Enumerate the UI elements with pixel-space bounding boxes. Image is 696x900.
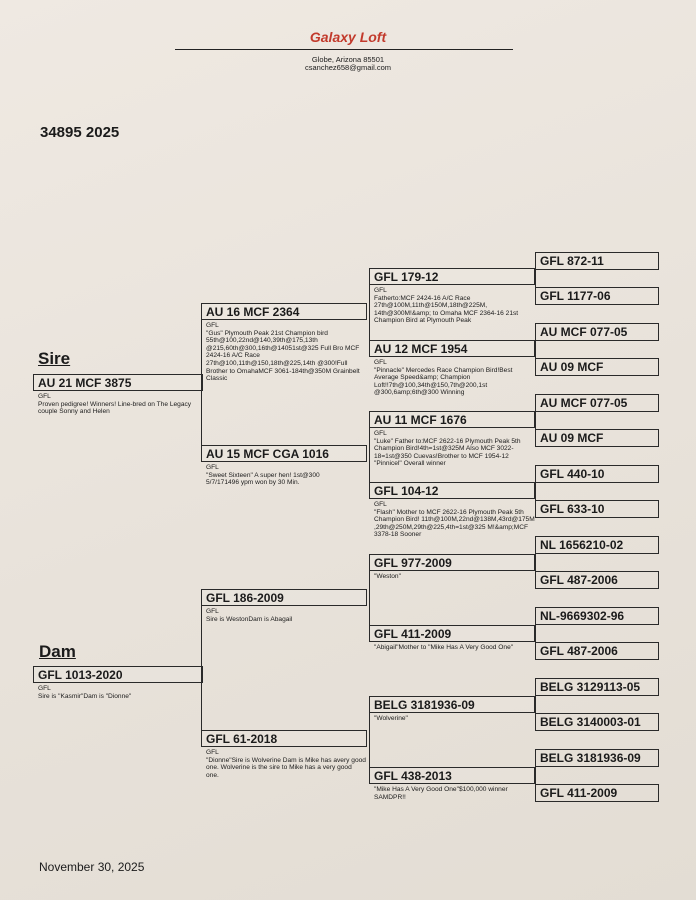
dam-dam-dam <box>369 767 535 807</box>
pigeon-notes <box>374 287 536 337</box>
connector-line <box>535 260 536 295</box>
notes-text: GFL "Flash" Mother to MCF 2622-16 Plymouth Peak 5th Champion Bird! 11th@100M,22nd@138M,43rd@175M ,29th@250M,29th@225,4th=1st@325 M!&amp;MCF 3378-18 Sooner <box>374 501 535 539</box>
outer-band: BELG 3181936-09 <box>535 749 659 767</box>
connector-line <box>369 418 370 490</box>
pigeon-notes <box>206 322 370 412</box>
notes-text: GFL Sire is "Kasmir"Dam is "Dionne" <box>38 685 132 700</box>
dam-dam-sire <box>369 696 535 730</box>
pigeon-notes <box>374 715 536 729</box>
sire-dam-dam <box>369 482 535 552</box>
dam-sire-sire <box>369 554 535 588</box>
pigeon-notes <box>38 685 196 705</box>
notes-text: GFL "Dionne"Sire is Wolverine Dam is Mike has avery good one. Wolverine is the sire to Mike has a very good one. <box>206 749 366 779</box>
band-number: GFL 411-2009 <box>369 625 535 642</box>
outer-band: AU 09 MCF <box>535 358 659 376</box>
sire-sire-sire <box>369 268 535 338</box>
band-number: GFL 104-12 <box>369 482 535 499</box>
outer-band: GFL 487-2006 <box>535 642 659 660</box>
connector-line <box>535 331 536 366</box>
outer-band: BELG 3140003-01 <box>535 713 659 731</box>
pigeon-notes <box>374 786 536 806</box>
pigeon-notes <box>374 644 536 664</box>
band-number: GFL 977-2009 <box>369 554 535 571</box>
notes-text: "Abigail"Mother to "Mike Has A Very Good One" <box>374 644 514 651</box>
connector-line <box>535 615 536 650</box>
outer-band: BELG 3129113-05 <box>535 678 659 696</box>
band-number: BELG 3181936-09 <box>369 696 535 713</box>
sire-sire <box>201 303 367 413</box>
notes-text: GFL Proven pedigree! Winners! Line-bred on The Legacy couple Sonny and Helen <box>38 393 192 416</box>
band-number: AU 16 MCF 2364 <box>201 303 367 320</box>
sire-dam-sire <box>369 411 535 481</box>
outer-band: GFL 872-11 <box>535 252 659 270</box>
connector-line <box>369 561 370 633</box>
subject-sire <box>33 374 203 434</box>
notes-text: "Weston" <box>374 573 401 580</box>
loft-name: Galaxy Loft <box>309 29 387 45</box>
dam-heading: Dam <box>39 642 76 661</box>
notes-text: "Wolverine" <box>374 715 408 722</box>
outer-band: GFL 411-2009 <box>535 784 659 802</box>
pigeon-notes <box>374 359 536 409</box>
band-number: AU 21 MCF 3875 <box>33 374 203 391</box>
notes-text: GFL "Luke" Father to:MCF 2622-16 Plymouth Peak 5th Champion Bird!4th=1st@325M Also MCF 3022-18=1st@350 Cuevas!Brother to MCF 1954-12 "Pinnicel" Overall winner <box>374 430 521 468</box>
pigeon-notes <box>206 464 341 504</box>
pigeon-notes <box>206 608 366 628</box>
connector-line <box>535 686 536 721</box>
connector-line <box>535 757 536 792</box>
pigeon-notes <box>374 430 536 480</box>
pigeon-notes <box>374 501 536 551</box>
sire-sire-dam <box>369 340 535 410</box>
outer-band: NL-9669302-96 <box>535 607 659 625</box>
band-number: GFL 61-2018 <box>201 730 367 747</box>
pedigree-date: November 30, 2025 <box>39 860 145 874</box>
notes-text: GFL "Gus" Plymouth Peak 21st Champion bird 55th@100,22nd@140,39th@175,13th @215,60th@300,16th@14051st@325 Full Bro MCF 2424-16 A/C Race 27th@100,11th@150,18th@225,14th @300!Full Brother to OmahaMCF 3061-184th@350M Grainbelt Classic <box>206 322 360 383</box>
dam-sire <box>201 589 367 629</box>
loft-address: Globe, Arizona 85501 <box>311 55 385 64</box>
band-number: GFL 179-12 <box>369 268 535 285</box>
notes-text: GFL Fatherto:MCF 2424-16 A/C Race 27th@100M,11th@150M,18th@225M, 14th@300M!&amp; to Omaha MCF 2364-16 21st Champion Bird at Plymouth Peak <box>374 287 519 325</box>
dam-dam <box>201 730 367 790</box>
band-number: GFL 186-2009 <box>201 589 367 606</box>
outer-band: AU MCF 077-05 <box>535 323 659 341</box>
connector-line <box>535 402 536 437</box>
outer-band: GFL 440-10 <box>535 465 659 483</box>
connector-line <box>369 703 370 775</box>
pedigree-id: 34895 2025 <box>40 124 120 141</box>
outer-band: GFL 1177-06 <box>535 287 659 305</box>
connector-line <box>201 597 202 738</box>
band-number: AU 12 MCF 1954 <box>369 340 535 357</box>
band-number: AU 15 MCF CGA 1016 <box>201 445 367 462</box>
band-number: GFL 1013-2020 <box>33 666 203 683</box>
connector-line <box>201 310 202 453</box>
band-number: GFL 438-2013 <box>369 767 535 784</box>
pigeon-notes <box>38 393 196 433</box>
connector-line <box>535 544 536 579</box>
pigeon-notes <box>206 749 366 789</box>
pigeon-notes <box>374 573 536 587</box>
loft-email: csanchez658@gmail.com <box>305 63 391 72</box>
notes-text: GFL "Sweet Sixteen" A super hen! 1st@300 5/7/171496 ypm won by 30 Min. <box>206 464 320 487</box>
header-divider <box>175 49 513 50</box>
outer-band: GFL 487-2006 <box>535 571 659 589</box>
sire-heading: Sire <box>38 349 71 368</box>
outer-band: NL 1656210-02 <box>535 536 659 554</box>
notes-text: GFL "Pinnacle" Mercedes Race Champion Bird!Best Average Speed&amp; Champion Loft!!7th@100,34th@150,7th@200,1st @300,6amp;6th@300 Winning <box>374 359 513 397</box>
notes-text: "Mike Has A Very Good One"$100,000 winner SAMDPR!! <box>374 786 508 801</box>
outer-band: AU 09 MCF <box>535 429 659 447</box>
connector-line <box>369 275 370 347</box>
band-number: AU 11 MCF 1676 <box>369 411 535 428</box>
dam-sire-dam <box>369 625 535 665</box>
subject-dam <box>33 666 203 706</box>
outer-band: GFL 633-10 <box>535 500 659 518</box>
notes-text: GFL Sire is WestonDam is Abagail <box>206 608 293 623</box>
connector-line <box>535 473 536 508</box>
outer-band: AU MCF 077-05 <box>535 394 659 412</box>
sire-dam <box>201 445 367 505</box>
